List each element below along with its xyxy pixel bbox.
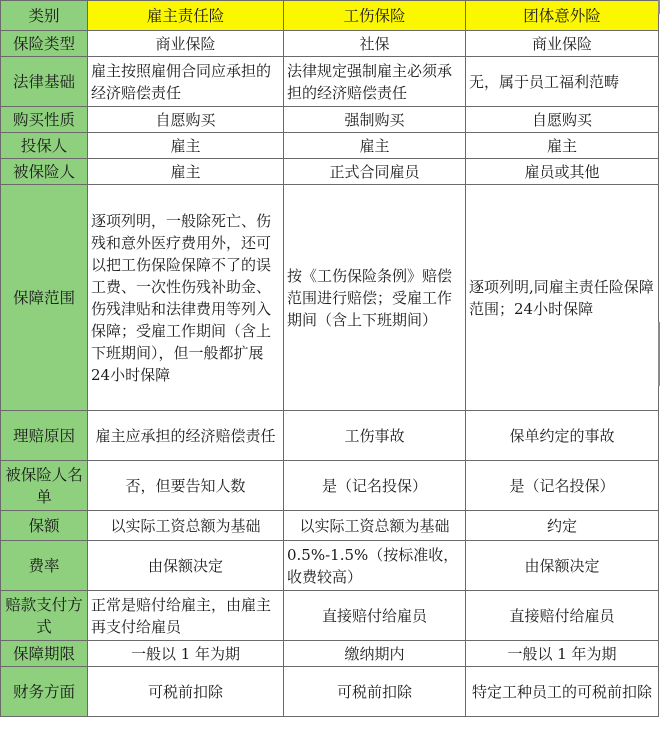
table-cell: 缴纳期内	[284, 641, 466, 667]
row-label: 保险类型	[1, 31, 88, 57]
table-cell: 按《工伤保险条例》赔偿范围进行赔偿；受雇工作期间（含上下班期间）	[284, 185, 466, 411]
table-cell: 自愿购买	[466, 107, 659, 133]
table-cell: 由保额决定	[88, 541, 284, 591]
table-cell: 是（记名投保）	[466, 461, 659, 511]
row-label: 保障范围	[1, 185, 88, 411]
table-cell: 正式合同雇员	[284, 159, 466, 185]
row-label: 保额	[1, 511, 88, 541]
column-header-work-injury: 工伤保险	[284, 1, 466, 31]
table-cell: 雇主应承担的经济赔偿责任	[88, 411, 284, 461]
table-row	[1, 159, 659, 185]
row-label: 购买性质	[1, 107, 88, 133]
table-cell: 雇主	[284, 133, 466, 159]
row-label: 保障期限	[1, 641, 88, 667]
category-header: 类别	[1, 1, 88, 31]
row-label: 被保险人	[1, 159, 88, 185]
row-label: 理赔原因	[1, 411, 88, 461]
table-cell: 以实际工资总额为基础	[284, 511, 466, 541]
table-row	[1, 133, 659, 159]
table-row	[1, 185, 659, 411]
table-cell: 0.5%-1.5%（按标准收，收费较高）	[284, 541, 466, 591]
table-row	[1, 107, 659, 133]
table-cell: 逐项列明，一般除死亡、伤残和意外医疗费用外，还可以把工伤保险保障不了的误工费、一次性伤残补助金、伤残津贴和法律费用等列入保障；受雇工作期间（含上下班期间），但一般都扩展24小时保障	[88, 185, 284, 411]
table-cell: 约定	[466, 511, 659, 541]
table-cell: 保单约定的事故	[466, 411, 659, 461]
table-cell: 直接赔付给雇员	[284, 591, 466, 641]
row-label: 被保险人名单	[1, 461, 88, 511]
table-cell: 雇主按照雇佣合同应承担的经济赔偿责任	[88, 57, 284, 107]
table-cell: 一般以 1 年为期	[88, 641, 284, 667]
table-cell: 无，属于员工福利范畴	[466, 57, 659, 107]
table-row	[1, 667, 659, 717]
row-label: 投保人	[1, 133, 88, 159]
table-cell: 工伤事故	[284, 411, 466, 461]
table-row	[1, 31, 659, 57]
table-cell: 法律规定强制雇主必须承担的经济赔偿责任	[284, 57, 466, 107]
row-label: 财务方面	[1, 667, 88, 717]
table-cell: 商业保险	[466, 31, 659, 57]
column-header-employer-liability: 雇主责任险	[88, 1, 284, 31]
table-cell: 商业保险	[88, 31, 284, 57]
row-label: 法律基础	[1, 57, 88, 107]
table-cell: 是（记名投保）	[284, 461, 466, 511]
table-cell: 社保	[284, 31, 466, 57]
table-row	[1, 591, 659, 641]
table-cell: 逐项列明,同雇主责任险保障范围；24小时保障	[466, 185, 659, 411]
table-cell: 可税前扣除	[88, 667, 284, 717]
table-row	[1, 541, 659, 591]
table-cell: 特定工种员工的可税前扣除	[466, 667, 659, 717]
table-row	[1, 57, 659, 107]
table-cell: 雇主	[88, 133, 284, 159]
table-cell: 自愿购买	[88, 107, 284, 133]
table-cell: 直接赔付给雇员	[466, 591, 659, 641]
row-label: 赔款支付方式	[1, 591, 88, 641]
table-row	[1, 411, 659, 461]
table-cell: 一般以 1 年为期	[466, 641, 659, 667]
table-row	[1, 461, 659, 511]
table-row	[1, 511, 659, 541]
table-cell: 由保额决定	[466, 541, 659, 591]
table-row	[1, 641, 659, 667]
table-cell: 雇主	[466, 133, 659, 159]
table-cell: 雇员或其他	[466, 159, 659, 185]
table-cell: 以实际工资总额为基础	[88, 511, 284, 541]
table-cell: 雇主	[88, 159, 284, 185]
row-label: 费率	[1, 541, 88, 591]
header-row	[1, 1, 659, 31]
table-cell: 正常是赔付给雇主，由雇主再支付给雇员	[88, 591, 284, 641]
table-cell: 否，但要告知人数	[88, 461, 284, 511]
column-header-group-accident: 团体意外险	[466, 1, 659, 31]
table-cell: 强制购买	[284, 107, 466, 133]
table-cell: 可税前扣除	[284, 667, 466, 717]
